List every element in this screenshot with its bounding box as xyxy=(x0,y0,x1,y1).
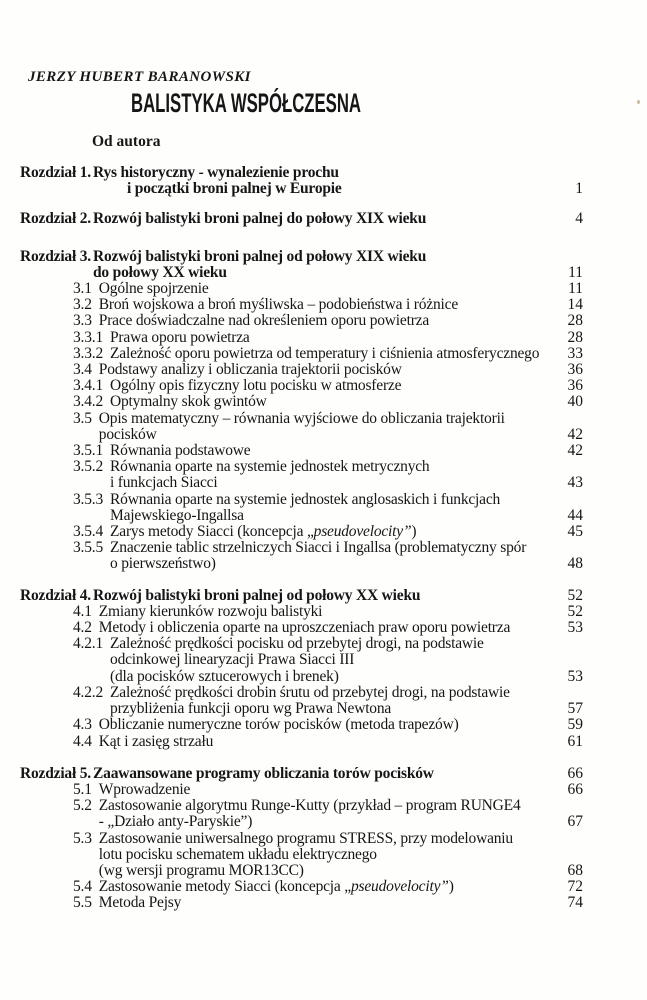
toc-line: Prawa oporu powietrza xyxy=(110,328,250,346)
toc-entry-title xyxy=(110,330,553,346)
toc-entry xyxy=(0,362,583,378)
toc-entry-number: 3.4 xyxy=(73,361,92,379)
toc-page-number: 57 xyxy=(567,700,583,718)
toc-entry xyxy=(0,636,583,685)
toc-line: Zmiany kierunków rozwoju balistyki xyxy=(98,602,323,620)
toc-page-number: 53 xyxy=(567,619,583,637)
toc-entry-number: Rozdział 3. xyxy=(20,247,91,265)
toc-entry xyxy=(0,249,583,281)
toc-entry-number: 3.3.2 xyxy=(73,344,104,362)
toc-line: Metody i obliczenia oparte na uproszczeniach praw oporu powietrza xyxy=(98,619,511,637)
toc-page-number: 68 xyxy=(567,861,583,879)
toc-page-number: 4 xyxy=(575,210,583,228)
toc-entry-number: Rozdział 2. xyxy=(20,210,91,228)
toc-line: do połowy XX wieku xyxy=(93,263,227,281)
toc-page-number: 11 xyxy=(568,263,583,281)
toc-page-number: 14 xyxy=(567,296,583,314)
toc-line: Ogólne spojrzenie xyxy=(98,280,209,298)
toc-line: - „Działo anty-Paryskie”) xyxy=(98,813,253,831)
toc-entry-number: 3.5.5 xyxy=(73,539,104,557)
toc-page-number: 74 xyxy=(567,894,583,912)
toc-entry xyxy=(0,524,583,540)
toc-entry-number: 3.1 xyxy=(73,280,92,298)
toc-entry-title xyxy=(99,297,553,313)
toc-entry-number: 4.2.2 xyxy=(73,683,104,701)
toc-entry xyxy=(0,297,583,313)
toc-line: i początki broni palnej w Europie xyxy=(127,180,342,198)
toc-page-number: 66 xyxy=(567,764,583,782)
author-name: JERZY HUBERT BARANOWSKI xyxy=(28,69,251,85)
toc-entry-title xyxy=(110,394,553,410)
toc-page-number: 66 xyxy=(567,780,583,798)
toc-entry xyxy=(0,798,583,830)
toc-entry-number: 4.2 xyxy=(73,619,92,637)
toc-entry-title xyxy=(110,524,553,540)
toc-line: Równania oparte na systemie jednostek anglosaskich i funkcjach xyxy=(110,490,501,508)
toc-entry xyxy=(0,734,583,750)
toc-entry xyxy=(0,604,583,620)
toc-line: Majewskiego-Ingallsa xyxy=(110,506,244,524)
toc-line: i funkcjach Siacci xyxy=(110,474,218,492)
toc-line: przybliżenia funkcji oporu wg Prawa Newtona xyxy=(110,700,392,718)
table-of-contents xyxy=(0,165,647,912)
toc-line: Zastosowanie uniwersalnego programu STRESS, przy modelowaniu xyxy=(98,829,513,847)
toc-entry-title xyxy=(99,620,553,636)
toc-entry-title xyxy=(99,604,553,620)
toc-entry-number: 4.3 xyxy=(73,716,92,734)
toc-entry xyxy=(0,717,583,733)
toc-entry xyxy=(0,394,583,410)
toc-entry-number: 4.1 xyxy=(73,602,92,620)
toc-line: Zależność prędkości pocisku od przebytej drogi, na podstawie xyxy=(110,635,484,653)
toc-entry xyxy=(0,378,583,394)
toc-entry-number: 3.3.1 xyxy=(73,328,104,346)
toc-line: Metoda Pejsy xyxy=(98,894,182,912)
toc-page-number: 36 xyxy=(567,361,583,379)
toc-entry-title xyxy=(99,831,553,880)
toc-page-number: 28 xyxy=(567,312,583,330)
toc-entry-title xyxy=(110,492,553,524)
toc-entry xyxy=(0,313,583,329)
toc-entry-title xyxy=(93,588,553,604)
toc-entry-title xyxy=(99,782,553,798)
toc-line: (dla pocisków sztucerowych i brenek) xyxy=(110,667,339,685)
toc-line: Kąt i zasięg strzału xyxy=(98,732,214,750)
toc-entry-title xyxy=(99,411,553,443)
toc-entry-number: Rozdział 1. xyxy=(20,164,91,181)
toc-line: Znaczenie tablic strzelniczych Siacci i Ingallsa (problematyczny spór xyxy=(110,539,527,557)
toc-entry xyxy=(0,588,583,604)
toc-entry xyxy=(0,685,583,717)
toc-page-number: 52 xyxy=(567,602,583,620)
toc-line: Ogólny opis fizyczny lotu pocisku w atmosferze xyxy=(110,377,402,395)
toc-line: Zaawansowane programy obliczania torów pocisków xyxy=(93,764,434,782)
book-title: BALISTYKA WSPÓŁCZESNA xyxy=(131,88,362,118)
toc-entry-title xyxy=(99,895,553,911)
toc-entry xyxy=(0,165,583,197)
toc-entry xyxy=(0,895,583,911)
toc-page-number: 44 xyxy=(567,506,583,524)
toc-entry xyxy=(0,281,583,297)
toc-entry xyxy=(0,211,583,227)
toc-line: Zależność prędkości drobin śrutu od przebytej drogi, na podstawie xyxy=(110,683,510,701)
toc-page-number: 45 xyxy=(567,523,583,541)
toc-page-number: 59 xyxy=(567,716,583,734)
toc-entry-number: 3.2 xyxy=(73,296,92,314)
toc-line: Zależność oporu powietrza od temperatury i ciśnienia atmosferycznego xyxy=(110,344,540,362)
toc-entry xyxy=(0,879,583,895)
toc-page-number: 53 xyxy=(567,667,583,685)
toc-entry-title xyxy=(110,378,553,394)
toc-entry-title xyxy=(110,540,553,572)
toc-entry-number: 3.5.3 xyxy=(73,490,104,508)
toc-entry-title xyxy=(99,313,553,329)
toc-line: Prace doświadczalne nad określeniem oporu powietrza xyxy=(98,312,430,330)
toc-entry xyxy=(0,346,583,362)
toc-page-number: 48 xyxy=(567,555,583,573)
scan-speck xyxy=(637,100,640,104)
toc-entry-title xyxy=(93,211,553,227)
toc-entry xyxy=(0,330,583,346)
toc-entry-title xyxy=(99,717,553,733)
toc-page-number: 52 xyxy=(567,586,583,604)
toc-line: Rozwój balistyki broni palnej do połowy XIX wieku xyxy=(93,210,427,228)
toc-entry-number: 5.2 xyxy=(73,797,92,815)
toc-line: Rozwój balistyki broni palnej od połowy XX wieku xyxy=(93,586,421,604)
toc-entry-number: 3.3 xyxy=(73,312,92,330)
toc-line: o pierwszeństwo) xyxy=(110,555,216,573)
toc-entry-title xyxy=(110,443,553,459)
toc-page-number: 40 xyxy=(567,393,583,411)
toc-entry-title xyxy=(110,636,553,685)
toc-page-number: 11 xyxy=(568,280,583,298)
toc-page-number: 42 xyxy=(567,425,583,443)
toc-line: Podstawy analizy i obliczania trajektorii pocisków xyxy=(98,361,402,379)
toc-entry-title xyxy=(110,459,553,491)
toc-entry-title xyxy=(99,734,553,750)
toc-line: pocisków xyxy=(98,425,157,443)
toc-page-number: 36 xyxy=(567,377,583,395)
toc-entry-number: 3.4.2 xyxy=(73,393,104,411)
toc-entry-number: 5.5 xyxy=(73,894,92,912)
toc-entry-title xyxy=(99,798,553,830)
toc-entry-title xyxy=(93,766,553,782)
toc-line: Optymalny skok gwintów xyxy=(110,393,267,411)
toc-entry-number: 4.2.1 xyxy=(73,635,104,653)
toc-entry-number: 3.5.4 xyxy=(73,523,104,541)
toc-line: odcinkowej linearyzacji Prawa Siacci III xyxy=(110,651,355,669)
toc-page-number: 33 xyxy=(567,344,583,362)
toc-entry-title xyxy=(99,281,553,297)
toc-line: (wg wersji programu MOR13CC) xyxy=(98,861,304,879)
toc-entry-title xyxy=(110,685,553,717)
toc-entry-number: Rozdział 5. xyxy=(20,764,91,782)
toc-page-number: 72 xyxy=(567,878,583,896)
toc-entry-number: 3.4.1 xyxy=(73,377,104,395)
preface-heading: Od autora xyxy=(92,133,161,150)
toc-entry-number: Rozdział 4. xyxy=(20,586,91,604)
toc-line: Równania oparte na systemie jednostek metrycznych xyxy=(110,458,430,476)
toc-entry-number: 3.5.1 xyxy=(73,442,104,460)
toc-page-number: 1 xyxy=(575,180,583,198)
toc-line: Obliczanie numeryczne torów pocisków (metoda trapezów) xyxy=(98,716,459,734)
toc-page-number: 42 xyxy=(567,442,583,460)
toc-entry xyxy=(0,782,583,798)
toc-line: Zarys metody Siacci (koncepcja „pseudovelocity”) xyxy=(110,523,417,541)
toc-entry-number: 5.3 xyxy=(73,829,92,847)
toc-page-number: 61 xyxy=(567,732,583,750)
toc-entry xyxy=(0,766,583,782)
toc-entry xyxy=(0,831,583,880)
toc-entry-number: 4.4 xyxy=(73,732,92,750)
toc-line: Rys historyczny - wynalezienie prochu xyxy=(93,164,339,181)
toc-page-number: 28 xyxy=(567,328,583,346)
toc-entry xyxy=(0,620,583,636)
toc-entry-title xyxy=(99,362,553,378)
toc-line: Rozwój balistyki broni palnej od połowy XIX wieku xyxy=(93,247,427,265)
toc-line: Wprowadzenie xyxy=(98,780,191,798)
toc-line: Zastosowanie metody Siacci (koncepcja „pseudovelocity”) xyxy=(98,878,454,896)
toc-entry-number: 5.4 xyxy=(73,878,92,896)
toc-entry xyxy=(0,459,583,491)
toc-page-number: 67 xyxy=(567,813,583,831)
toc-entry-number: 5.1 xyxy=(73,780,92,798)
toc-entry-title xyxy=(99,879,553,895)
toc-page-number: 43 xyxy=(567,474,583,492)
toc-line: Równania podstawowe xyxy=(110,442,251,460)
toc-entry xyxy=(0,411,583,443)
toc-line: Broń wojskowa a broń myśliwska – podobieństwa i różnice xyxy=(98,296,458,314)
toc-line: Opis matematyczny – równania wyjściowe do obliczania trajektorii xyxy=(98,409,505,427)
toc-entry-title xyxy=(110,346,553,362)
toc-entry-number: 3.5.2 xyxy=(73,458,104,476)
toc-entry xyxy=(0,540,583,572)
toc-line: lotu pocisku schematem układu elektrycznego xyxy=(98,845,377,863)
toc-entry-title xyxy=(93,249,553,281)
toc-line: Zastosowanie algorytmu Runge-Kutty (przykład – program RUNGE4 xyxy=(98,797,521,815)
toc-entry-number: 3.5 xyxy=(73,409,92,427)
toc-entry xyxy=(0,443,583,459)
toc-entry xyxy=(0,492,583,524)
toc-entry-title xyxy=(93,165,553,197)
